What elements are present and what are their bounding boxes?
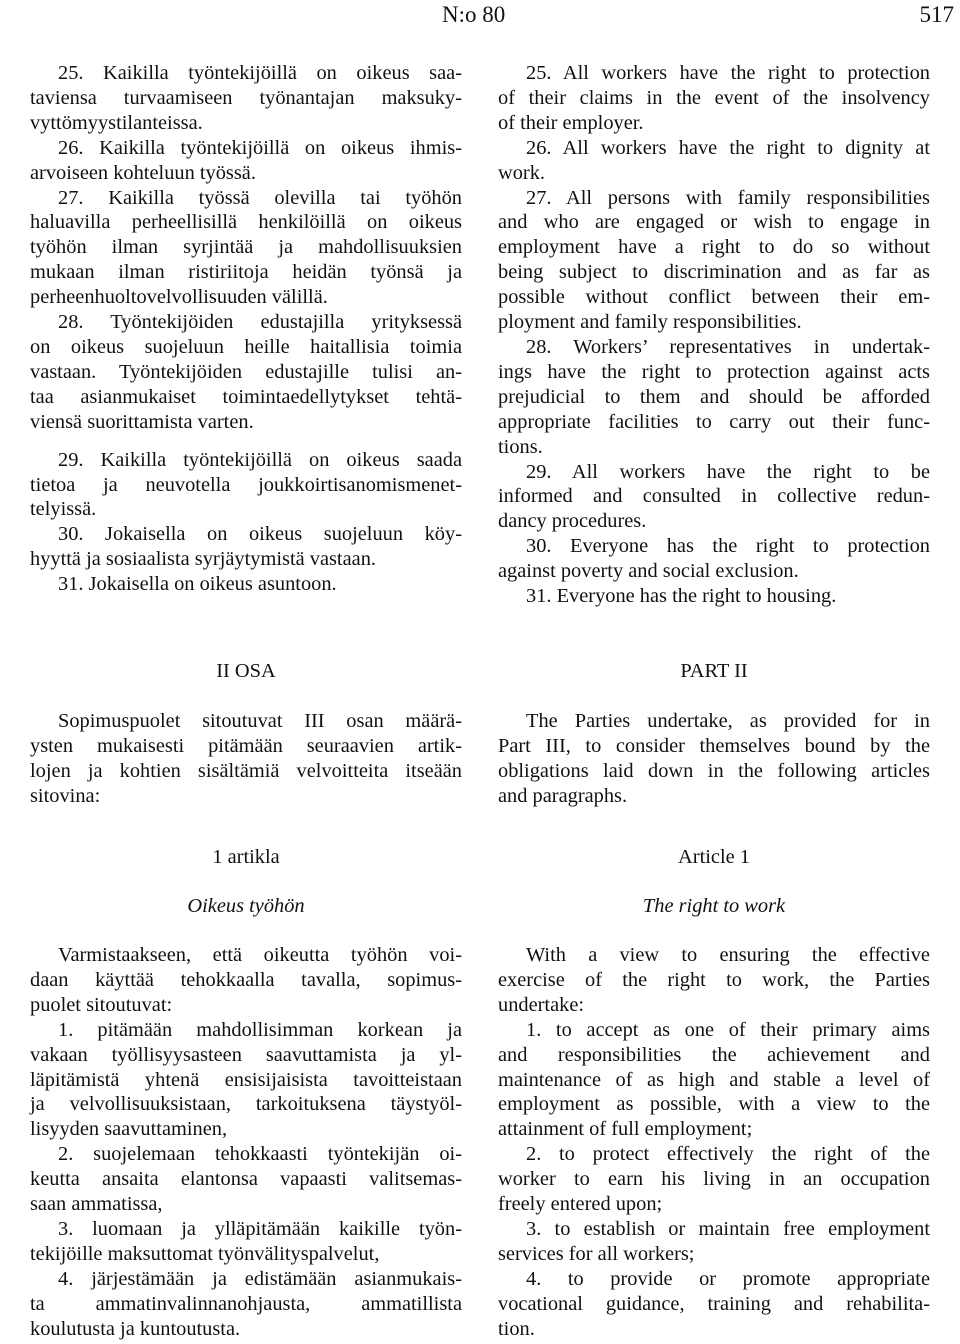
text-line: maintenance of as high and stable a level of <box>498 1068 930 1091</box>
text-line: against poverty and social exclusion. <box>498 560 799 583</box>
text-line: 3. to establish or maintain free employment <box>526 1217 930 1240</box>
text-line: daan käyttää tehokkaalla tavalla, sopimus- <box>30 968 462 991</box>
paragraph <box>30 943 462 1018</box>
paragraph <box>498 186 930 335</box>
paragraph <box>498 584 930 609</box>
page-header <box>0 2 960 34</box>
paragraph <box>30 310 462 435</box>
text-line: 29. Kaikilla työntekijöillä on oikeus saada <box>58 448 462 471</box>
text-line: tekijöille maksuttomat työnvälityspalvelut, <box>30 1242 380 1265</box>
text-line: work. <box>498 161 546 184</box>
text-line: perheenhuoltovelvollisuuden välillä. <box>30 286 328 309</box>
text-line: ta ammatinvalinnanohjausta, ammatillista <box>30 1292 462 1315</box>
text-line: possible without conflict between their em- <box>498 286 930 309</box>
text-line: 28. Työntekijöiden edustajilla yrityksessä <box>58 311 462 334</box>
text-line: 31. Jokaisella on oikeus asuntoon. <box>58 573 337 596</box>
finnish-part-title: II OSA <box>216 660 276 682</box>
finnish-article-subtitle: Oikeus työhön <box>187 895 305 917</box>
paragraph <box>30 1217 462 1267</box>
text-line: With a view to ensuring the effective <box>526 944 930 966</box>
paragraph <box>498 709 930 809</box>
paragraph <box>498 943 930 1018</box>
english-part-title: PART II <box>680 660 748 682</box>
text-line: worker to earn his living in an occupation <box>498 1168 930 1191</box>
paragraph <box>498 335 930 460</box>
text-line: vyttömyystilanteissa. <box>30 111 203 134</box>
text-line: lisyyden saavuttaminen, <box>30 1118 228 1141</box>
text-line: and who are engaged or wish to engage in <box>498 211 930 234</box>
text-line: taviensa turvaamiseen työnantajan maksuky- <box>30 86 462 109</box>
text-line: 2. to protect effectively the right of the <box>526 1143 930 1166</box>
paragraph <box>498 460 930 535</box>
text-line: 2. suojelemaan tehokkaasti työntekijän oi- <box>58 1143 462 1166</box>
english-paragraphs-25-31 <box>498 61 930 609</box>
page-number: 517 <box>919 2 954 27</box>
text-line: employment have a right to do so without <box>498 236 930 259</box>
text-line: of their claims in the event of the insolvency <box>498 86 930 109</box>
paragraph <box>30 572 462 597</box>
text-line: undertake: <box>498 993 585 1016</box>
text-line: 1. pitämään mahdollisimman korkean ja <box>58 1018 462 1041</box>
text-line: services for all workers; <box>498 1242 695 1265</box>
text-line: 29. All workers have the right to be <box>526 460 930 483</box>
paragraph <box>498 136 930 186</box>
finnish-paragraphs-25-31 <box>30 61 462 597</box>
text-line: The Parties undertake, as provided for in <box>526 710 930 732</box>
text-line: 4. järjestämään ja edistämään asianmukais- <box>58 1267 462 1290</box>
text-line: exercise of the right to work, the Parties <box>498 968 930 991</box>
paragraph <box>498 1018 930 1143</box>
text-line: 31. Everyone has the right to housing. <box>526 585 837 608</box>
text-line: freely entered upon; <box>498 1193 663 1216</box>
text-line: telyissä. <box>30 498 97 521</box>
english-article-body <box>498 943 930 1342</box>
paragraph <box>30 1142 462 1217</box>
paragraph <box>30 1267 462 1342</box>
text-line: employment as possible, with a view to the <box>498 1093 930 1116</box>
text-line: 25. All workers have the right to protection <box>526 62 930 84</box>
paragraph <box>498 61 930 136</box>
finnish-part-intro <box>30 709 462 809</box>
text-line: mukaan ilman ristiriitoja heidän työnsä ja <box>30 261 462 284</box>
paragraph <box>498 534 930 584</box>
text-line: viensä suorittamista varten. <box>30 410 254 433</box>
text-line: saan ammatissa, <box>30 1193 163 1216</box>
text-line: 28. Workers’ representatives in undertak- <box>526 335 930 358</box>
paragraph <box>30 186 462 311</box>
text-line: prejudicial to them and should be afforded <box>498 385 930 408</box>
text-line: 4. to provide or promote appropriate <box>526 1267 930 1290</box>
text-line: 27. All persons with family responsibilities <box>526 186 930 209</box>
paragraph <box>30 136 462 186</box>
text-line: 26. All workers have the right to dignity at <box>526 136 930 159</box>
text-line: appropriate facilities to carry out their func- <box>498 410 930 433</box>
paragraph <box>30 448 462 523</box>
text-line: Part III, to consider themselves bound by the <box>498 734 930 757</box>
text-line: tion. <box>498 1317 535 1340</box>
text-line: 1. to accept as one of their primary aims <box>526 1018 930 1041</box>
text-line: attainment of full employment; <box>498 1118 753 1141</box>
text-line: 25. Kaikilla työntekijöillä on oikeus saa- <box>58 62 462 84</box>
text-line: obligations laid down in the following articles <box>498 759 930 782</box>
text-line: haluavilla perheellisillä henkilöillä on oikeus <box>30 211 462 234</box>
text-line: tietoa ja neuvotella joukkoirtisanomismenet- <box>30 473 462 496</box>
text-line: 3. luomaan ja ylläpitämään kaikille työn- <box>58 1217 462 1240</box>
text-line: ings have the right to protection against acts <box>498 360 930 383</box>
text-line: 30. Everyone has the right to protection <box>526 535 930 558</box>
text-line: keutta ansaita elantonsa vapaasti valitsemas- <box>30 1168 462 1191</box>
paragraph <box>30 522 462 572</box>
finnish-article-body <box>30 943 462 1342</box>
text-line: lojen ja kohtien sisältämiä velvoitteita itseään <box>30 759 462 782</box>
text-line: vocational guidance, training and rehabilita- <box>498 1292 930 1315</box>
text-line: 27. Kaikilla työssä olevilla tai työhön <box>58 186 462 209</box>
text-line: being subject to discrimination and as far as <box>498 261 930 284</box>
paragraph <box>498 1267 930 1342</box>
text-line: Sopimuspuolet sitoutuvat III osan määrä- <box>58 710 462 732</box>
paragraph <box>30 709 462 809</box>
text-line: ployment and family responsibilities. <box>498 311 802 334</box>
english-article-subtitle: The right to work <box>642 895 786 917</box>
text-line: vakaan työllisyysasteen saavuttamista ja yl- <box>30 1043 462 1066</box>
text-line: of their employer. <box>498 111 644 134</box>
text-line: and responsibilities the achievement and <box>498 1043 930 1066</box>
paragraph <box>30 61 462 136</box>
text-line: 30. Jokaisella on oikeus suojeluun köy- <box>58 523 462 546</box>
paragraph <box>498 1142 930 1217</box>
text-line: puolet sitoutuvat: <box>30 993 173 1016</box>
text-line: ysten mukaisesti pitämään seuraavien artik- <box>30 734 462 757</box>
text-line: Varmistaakseen, että oikeutta työhön voi- <box>58 944 462 966</box>
text-line: tions. <box>498 435 543 458</box>
text-line: hyyttä ja sosiaalista syrjäytymistä vastaan. <box>30 548 376 571</box>
text-line: and paragraphs. <box>498 784 628 807</box>
text-line: ja velvollisuuksistaan, tarkoituksena täystyöl- <box>30 1093 462 1116</box>
text-line: koulutusta ja kuntoutusta. <box>30 1317 241 1340</box>
english-article-title: Article 1 <box>678 846 750 868</box>
text-line: työhön ilman syrjintää ja mahdollisuuksien <box>30 236 462 259</box>
text-line: 26. Kaikilla työntekijöillä on oikeus ihmis- <box>58 136 462 159</box>
text-line: sitovina: <box>30 784 101 807</box>
finnish-article-title: 1 artikla <box>212 846 280 868</box>
statute-number: N:o 80 <box>442 2 506 27</box>
text-line: dancy procedures. <box>498 510 647 533</box>
text-line: on oikeus suojeluun heille haitallisia toimia <box>30 335 462 358</box>
english-part-intro <box>498 709 930 809</box>
paragraph <box>498 1217 930 1267</box>
text-line: arvoiseen kohteluun työssä. <box>30 161 256 184</box>
paragraph <box>30 1018 462 1143</box>
text-line: taa asianmukaiset toimintaedellytykset tehtä- <box>30 385 462 408</box>
text-line: läpitämistä yhtenä ensisijaisista tavoitteistaan <box>30 1068 462 1091</box>
text-line: informed and consulted in collective redun- <box>498 485 930 508</box>
text-line: vastaan. Työntekijöiden edustajille tulisi an- <box>30 360 462 383</box>
